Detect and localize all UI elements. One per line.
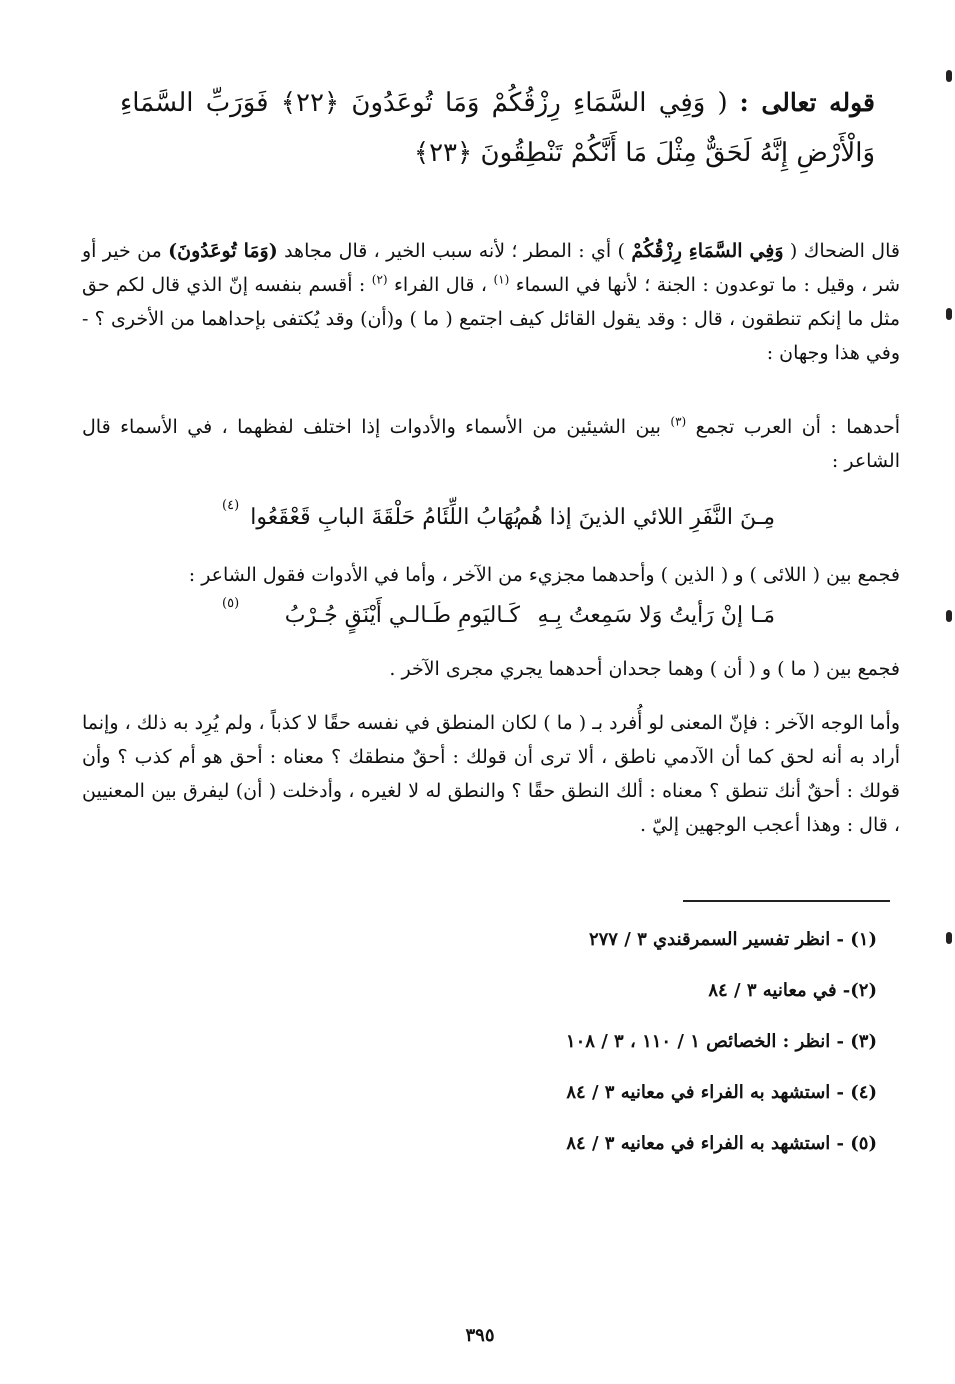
footnote-3: (٣) - انظر : الخصائص ١ / ١١٠ ، ٣ / ١٠٨	[565, 1031, 877, 1052]
binding-hole-mark	[946, 308, 952, 320]
paragraph-1	[82, 234, 900, 370]
para1-c: من خير أو شر ، وقيل : ما توعدون : الجنة ؛ لأنها في السماء	[82, 240, 901, 296]
para1-quote-1: وَفِي السَّمَاءِ رِزْقُكُمْ	[631, 240, 784, 262]
binding-hole-mark	[946, 610, 952, 622]
para1-b: ) أي : المطر ؛ لأنه سبب الخير ، قال مجاهد	[284, 240, 625, 262]
verse-text: ( وَفِي السَّمَاءِ رِزْقُكُمْ وَمَا تُوعَدُونَ ﴿٢٢﴾ فَوَرَبِّ السَّمَاءِ وَالْأَرْضِ إِنَّهُ لَحَقٌّ مِثْلَ مَا أَنَّكُمْ تَنْطِقُونَ ﴿٢٣﴾	[120, 88, 875, 168]
footnote-1: (١) - انظر تفسير السمرقندي ٣ / ٢٧٧	[588, 929, 877, 950]
para1-e: : أقسم بنفسه إنّ الذي قال لكم حق مثل ما إنكم تنطقون ، قال : وقد يقول القائل كيف اجتمع ( ما ) و(أن) وقد يُكتفى بإحداهما من الأخرى ؟ - وفي هذا وجهان :	[82, 274, 900, 364]
binding-hole-mark	[946, 70, 952, 82]
poem-1-note: (٤)	[222, 498, 240, 513]
para1-quote-2: (وَمَا تُوعَدُونَ)	[168, 240, 278, 262]
footnote-2: (٢)- في معانيه ٣ / ٨٤	[708, 980, 877, 1001]
note-ref-3: (٣)	[670, 414, 687, 429]
page-number: ٣٩٥	[465, 1325, 495, 1346]
note-ref-2: (٢)	[371, 272, 388, 287]
para2-a: أحدهما : أن العرب تجمع	[695, 416, 900, 438]
footnote-4: (٤) - استشهد به الفراء في معانيه ٣ / ٨٤	[566, 1082, 877, 1103]
poem-1-hemistich-2: يُهَابُ اللِّئَامُ حَلْقَةَ البابِ قَعْقَعُوا	[250, 505, 520, 530]
para1-a: قال الضحاك (	[789, 240, 900, 262]
paragraph-5: وأما الوجه الآخر : فإنّ المعنى لو أُفرد بـ ( ما ) لكان المنطق في نفسه حقًا لا كذباً ، ولم يُرِد به ذلك ، وإنما أراد به أنه لحق كما أن الآدمي ناطق ، ألا ترى أن قولك : أحقٌ منطقك ؟ معناه : أحق هو أم كذب ؟ وأن قولك : أحقٌ أنك تنطق ؟ معناه : ألك النطق حقًا ؟ والنطق له لا لغيره ، وأدخلت ( أن) ليفرق بين المعنيين ، قال : وهذا أعجب الوجهين إليّ .	[82, 712, 900, 836]
quran-verse-heading	[120, 78, 875, 178]
note-ref-1: (١)	[493, 272, 510, 287]
poem-2-hemistich-2: كَـاليَومِ طَـالـي أَيْنَقٍ جُـرْبُ	[284, 603, 520, 628]
para2-b: بين الشيئين من الأسماء والأدوات إذا اختلف لفظهما ، في الأسماء قال الشاعر :	[82, 416, 900, 472]
verse-lead: قوله تعالى :	[739, 88, 875, 117]
para1-d: ، قال الفراء	[394, 274, 488, 296]
poem-2-hemistich-1: مَـا إنْ رَأيتُ وَلا سَمِعتُ بِـهِ	[537, 603, 775, 628]
paragraph-2	[82, 410, 900, 478]
paragraph-4: فجمع بين ( ما ) و ( أن ) وهما جحدان أحدهما يجري مجرى الآخر .	[389, 658, 900, 680]
footnote-divider	[683, 900, 890, 902]
footnotes	[566, 925, 877, 1180]
binding-hole-mark	[946, 932, 952, 944]
footnote-5: (٥) - استشهد به الفراء في معانيه ٣ / ٨٤	[566, 1133, 877, 1154]
poem-2-note: (٥)	[222, 596, 240, 611]
poem-1-hemistich-1: مِـنَ النَّفَرِ اللائي الذينَ إذا هُم	[516, 505, 775, 530]
paragraph-3: فجمع بين ( اللائى ) و ( الذين ) وأحدهما مجزيء من الآخر ، وأما في الأدوات فقول الشاعر :	[188, 564, 900, 586]
